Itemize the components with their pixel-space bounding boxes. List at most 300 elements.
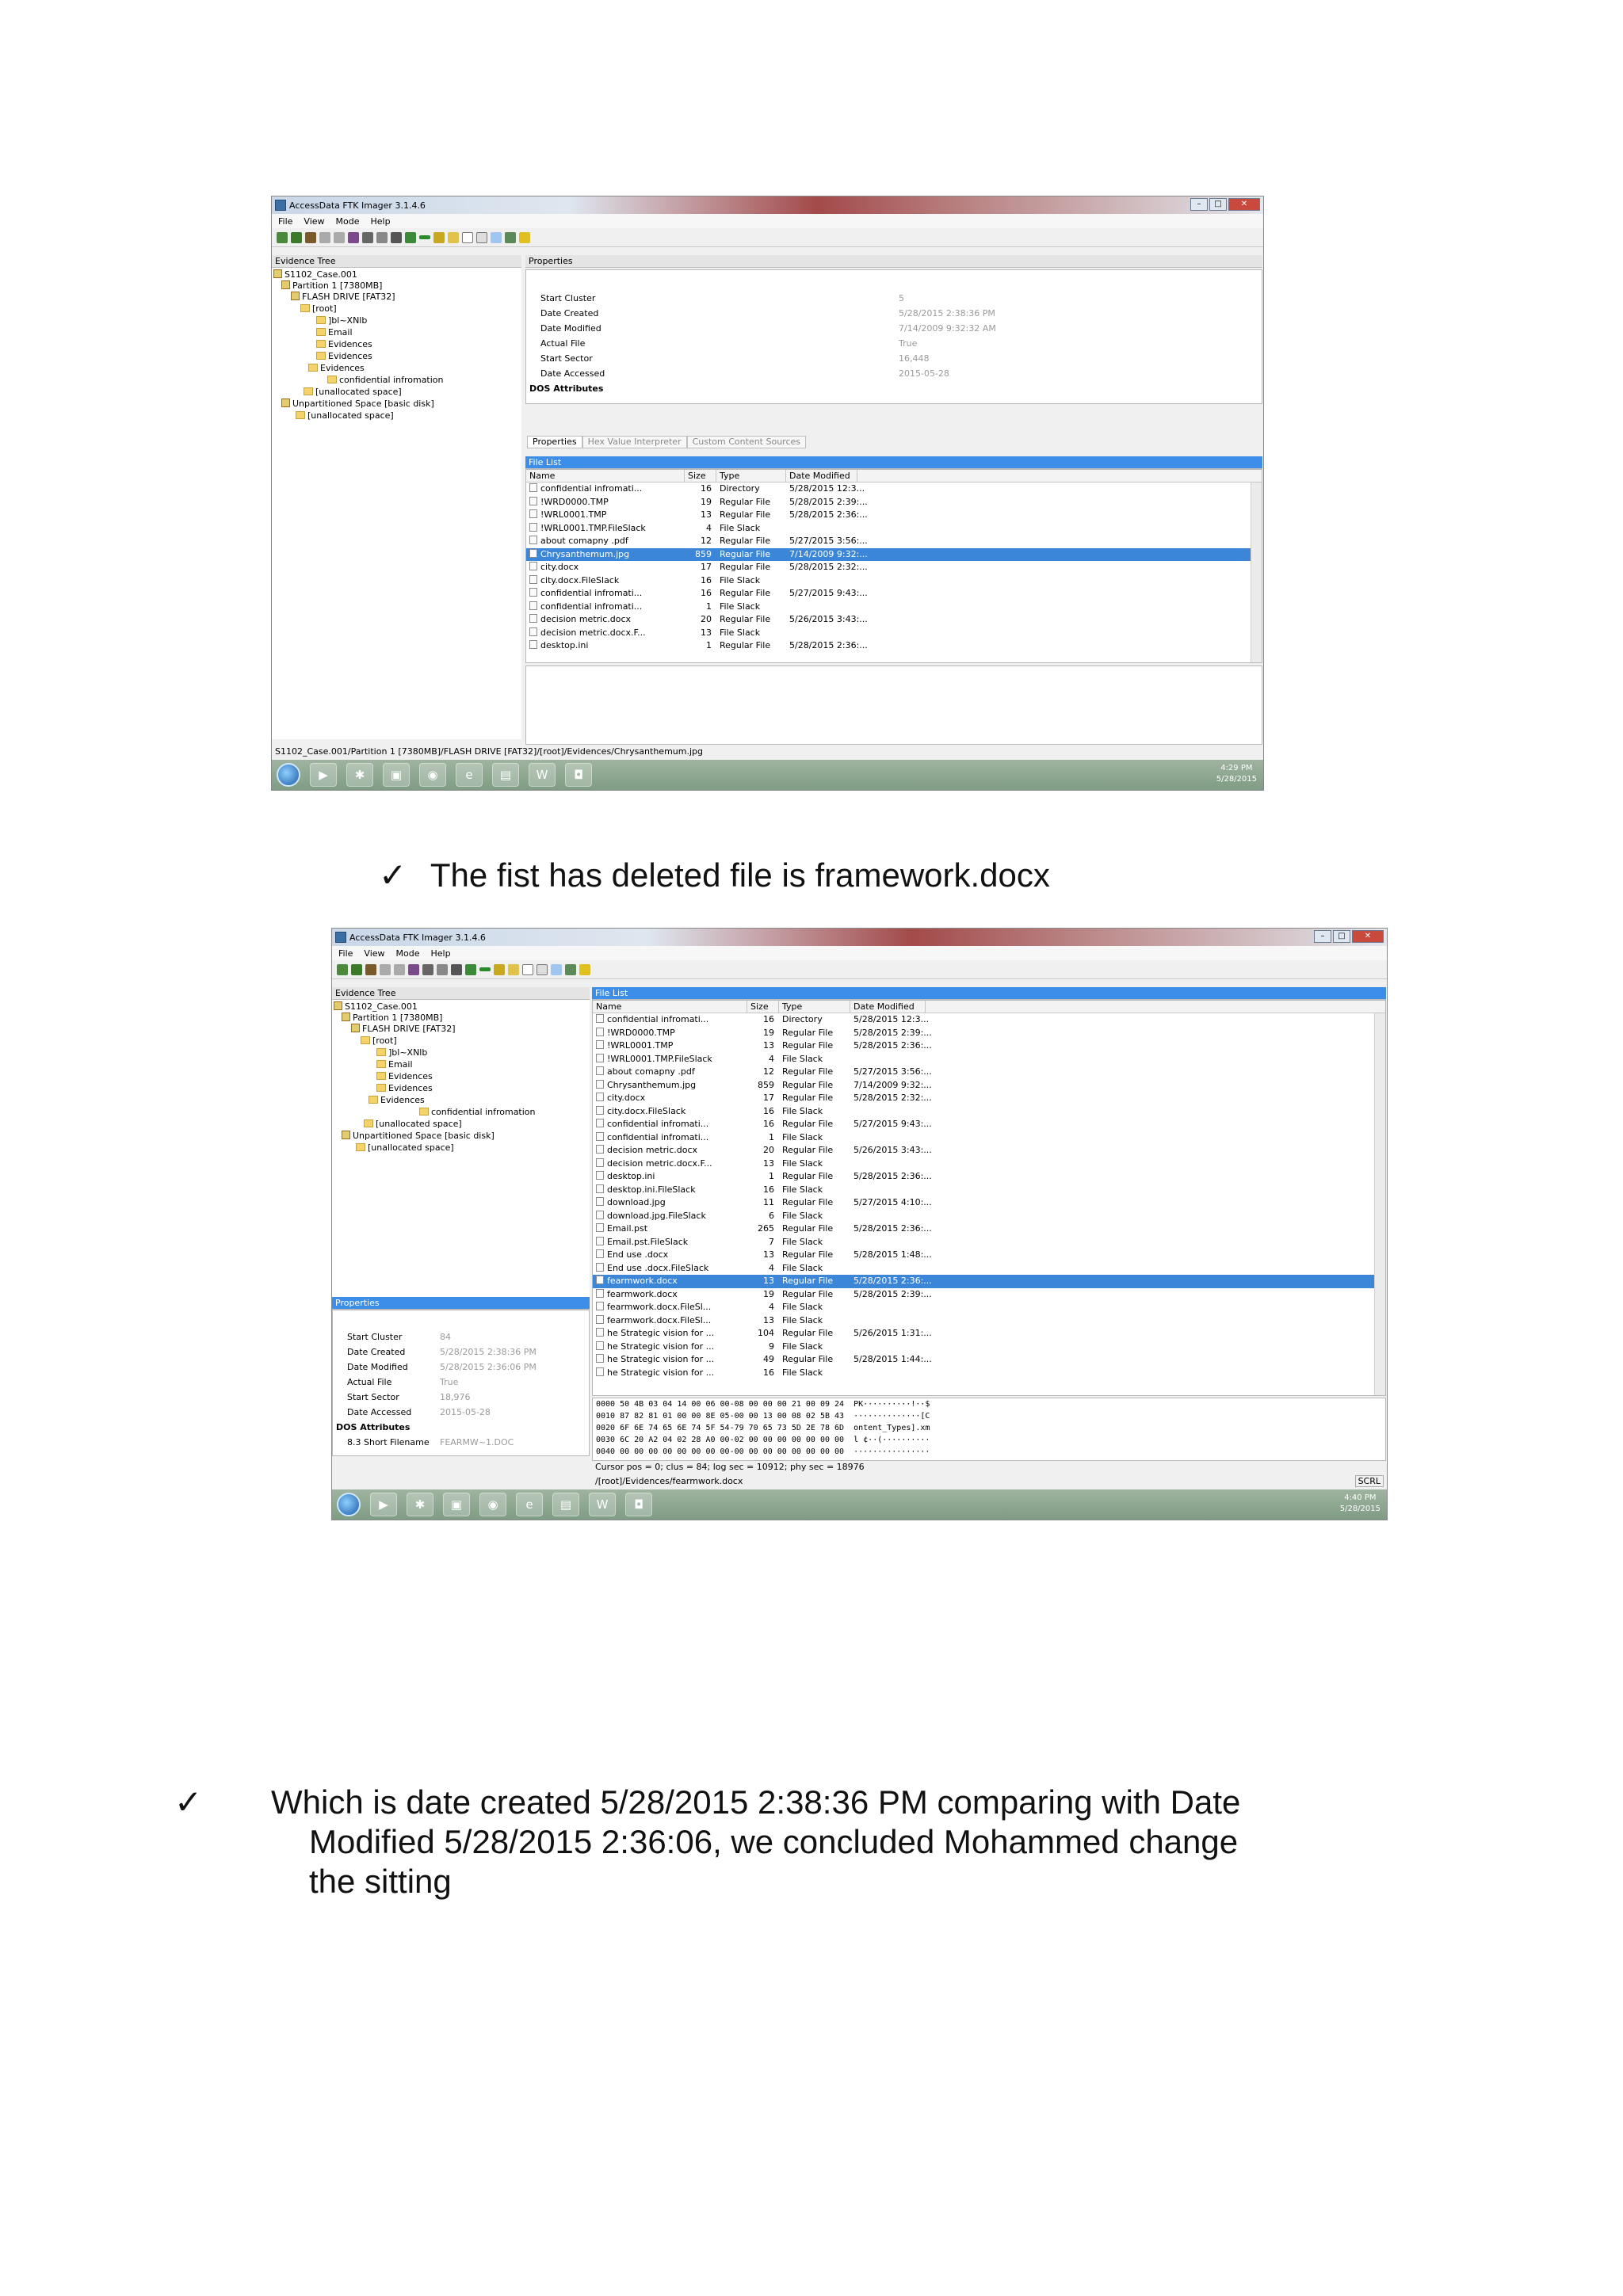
- file-list-row[interactable]: [593, 1027, 1385, 1040]
- file-icon: [596, 1171, 604, 1180]
- file-list-row[interactable]: [526, 509, 1262, 522]
- file-name-cell: confidential infromati...: [593, 1118, 747, 1131]
- menu-bar: [272, 214, 1263, 228]
- file-size-cell: 16: [763, 1119, 774, 1129]
- column-date-modified[interactable]: Date Modified: [786, 470, 857, 482]
- file-list-header: File List: [592, 987, 1386, 1000]
- properties-tabs: [527, 436, 806, 448]
- file-date-cell: 5/28/2015 2:39:...: [854, 1027, 932, 1038]
- file-list-row[interactable]: [526, 482, 1262, 496]
- page-icon[interactable]: [462, 232, 473, 243]
- file-list-row[interactable]: [593, 1327, 1385, 1341]
- property-row: Start Sector 18,976: [347, 1392, 471, 1402]
- file-list-row[interactable]: [526, 561, 1262, 574]
- internet-explorer-icon[interactable]: e: [516, 1493, 543, 1516]
- verify-icon[interactable]: [433, 232, 445, 243]
- file-type-cell: Regular File: [720, 562, 771, 572]
- file-name-cell: Email.pst: [593, 1222, 747, 1236]
- tree-node[interactable]: Partition 1 [7380MB]: [342, 1013, 442, 1024]
- file-size-cell: 11: [763, 1197, 774, 1207]
- file-icon: [596, 1276, 604, 1284]
- file-list: [525, 469, 1262, 663]
- tab-custom-content-sources[interactable]: Custom Content Sources: [687, 436, 806, 448]
- file-list-row[interactable]: [593, 1170, 1385, 1184]
- tree-node[interactable]: [root]: [361, 1035, 397, 1047]
- verify-icon[interactable]: [494, 964, 505, 975]
- export-icon[interactable]: [362, 232, 373, 243]
- file-size-cell: 13: [701, 627, 712, 638]
- caption-1-text: The fist has deleted file is framework.docx: [430, 856, 1050, 894]
- file-date-cell: 5/28/2015 12:3...: [789, 483, 865, 494]
- file-name-cell: fearmwork.docx: [593, 1275, 747, 1288]
- file-explorer-icon[interactable]: ▤: [492, 763, 519, 787]
- menu-mode[interactable]: Mode: [395, 948, 420, 959]
- tree-node[interactable]: S1102_Case.001: [334, 1001, 418, 1013]
- remove-evidence-icon[interactable]: [319, 232, 330, 243]
- system-clock[interactable]: 4:29 PM 5/28/2015: [1216, 764, 1257, 784]
- menu-file[interactable]: File: [338, 948, 353, 959]
- library-icon[interactable]: ▣: [443, 1493, 470, 1516]
- taskbar: [332, 1489, 1387, 1520]
- remove-evidence-icon[interactable]: [380, 964, 391, 975]
- file-icon: [596, 1328, 604, 1337]
- help-icon[interactable]: [519, 232, 530, 243]
- file-list-row[interactable]: [526, 548, 1262, 562]
- file-icon: [596, 1237, 604, 1245]
- disk-icon[interactable]: [451, 964, 462, 975]
- caption-2-line-1: Which is date created 5/28/2015 2:38:36 PM comparing with Date: [271, 1783, 1241, 1821]
- tree-node[interactable]: [unallocated space]: [304, 387, 402, 398]
- file-type-cell: Regular File: [782, 1223, 834, 1234]
- green-bar-icon[interactable]: [419, 235, 430, 239]
- window-controls: [1314, 930, 1384, 943]
- hash-icon[interactable]: [465, 964, 476, 975]
- file-list-header: File List: [525, 456, 1262, 469]
- toolbar: [332, 960, 1387, 979]
- file-icon: [596, 1106, 604, 1115]
- file-icon: [596, 1315, 604, 1324]
- image-mounting-icon[interactable]: [305, 232, 316, 243]
- file-icon: [529, 562, 537, 570]
- file-icon: [596, 1040, 604, 1049]
- file-icon: [596, 1263, 604, 1272]
- green-bar-icon[interactable]: [479, 967, 491, 971]
- tab-hex-value-interpreter[interactable]: Hex Value Interpreter: [582, 436, 687, 448]
- network-tool-icon[interactable]: ✱: [407, 1493, 433, 1516]
- file-list-row[interactable]: [593, 1367, 1385, 1380]
- file-size-cell: 13: [701, 509, 712, 520]
- help-icon[interactable]: [579, 964, 590, 975]
- file-explorer-icon[interactable]: ▤: [552, 1493, 579, 1516]
- file-list-row[interactable]: [593, 1262, 1385, 1276]
- file-list-row[interactable]: [593, 1210, 1385, 1223]
- image-mounting-icon[interactable]: [365, 964, 376, 975]
- file-size-cell: 17: [763, 1093, 774, 1103]
- column-size[interactable]: Size: [747, 1001, 779, 1013]
- file-date-cell: 5/28/2015 2:36:...: [789, 640, 868, 650]
- file-type-cell: Regular File: [782, 1093, 834, 1103]
- file-name-cell: decision metric.docx.F...: [526, 627, 685, 640]
- add-evidence-icon[interactable]: [337, 964, 348, 975]
- property-row: Actual File True: [540, 338, 918, 349]
- property-row: Date Created 5/28/2015 2:38:36 PM: [347, 1347, 537, 1357]
- file-icon: [529, 536, 537, 544]
- file-size-cell: 4: [706, 522, 712, 533]
- page-icon[interactable]: [522, 964, 533, 975]
- file-type-cell: Regular File: [782, 1079, 834, 1090]
- file-list-row[interactable]: [593, 1144, 1385, 1158]
- file-name-cell: confidential infromati...: [526, 601, 685, 614]
- file-list-columns: [526, 470, 1262, 482]
- file-list-row[interactable]: [593, 1039, 1385, 1053]
- column-date-modified[interactable]: Date Modified: [850, 1001, 926, 1013]
- file-type-cell: Regular File: [782, 1027, 834, 1038]
- file-type-cell: File Slack: [782, 1053, 823, 1064]
- file-list-row[interactable]: [593, 1105, 1385, 1119]
- evidence-tree-header: Evidence Tree: [332, 987, 590, 1000]
- file-date-cell: 5/28/2015 12:3...: [854, 1014, 930, 1024]
- property-row: Actual File True: [347, 1377, 459, 1387]
- start-button[interactable]: [337, 1493, 361, 1516]
- media-player-icon[interactable]: ▶: [310, 763, 337, 787]
- file-date-cell: [850, 1184, 926, 1197]
- file-icon: [596, 1028, 604, 1036]
- tree-node[interactable]: Evidences: [308, 363, 365, 374]
- tree-node[interactable]: confidential infromation: [327, 375, 444, 386]
- file-list-row[interactable]: [526, 535, 1262, 548]
- text-view-icon[interactable]: [537, 964, 548, 975]
- file-list-row[interactable]: [526, 574, 1262, 588]
- file-list-row[interactable]: [593, 1131, 1385, 1145]
- file-size-cell: 16: [763, 1184, 774, 1195]
- menu-help[interactable]: Help: [370, 215, 391, 227]
- minimize-button[interactable]: –: [1314, 930, 1331, 943]
- tree-node[interactable]: [unallocated space]: [296, 410, 394, 421]
- maximize-button[interactable]: □: [1333, 930, 1350, 943]
- file-size-cell: 16: [763, 1014, 774, 1024]
- file-size-cell: 12: [763, 1066, 774, 1077]
- file-type-cell: File Slack: [782, 1184, 823, 1195]
- add-all-icon[interactable]: [291, 232, 302, 243]
- disk-icon[interactable]: [391, 232, 402, 243]
- file-list-row[interactable]: [593, 1249, 1385, 1262]
- file-name-cell: he Strategic vision for ...: [593, 1327, 747, 1341]
- tree-node[interactable]: Unpartitioned Space [basic disk]: [342, 1131, 495, 1142]
- text-view-icon[interactable]: [476, 232, 487, 243]
- menu-view[interactable]: View: [304, 215, 325, 227]
- file-type-cell: Regular File: [782, 1288, 834, 1299]
- properties-sort-icons: [333, 1310, 589, 1329]
- status-path: /[root]/Evidences/fearmwork.docx: [595, 1476, 743, 1486]
- file-list-rows: [526, 482, 1262, 653]
- file-list-row[interactable]: [593, 1341, 1385, 1354]
- file-icon: [596, 1080, 604, 1089]
- tree-node[interactable]: Evidences: [369, 1095, 425, 1106]
- file-icon: [529, 509, 537, 518]
- file-icon: [596, 1211, 604, 1219]
- file-type-cell: Regular File: [782, 1197, 834, 1207]
- file-type-cell: Regular File: [782, 1066, 834, 1077]
- file-type-cell: Regular File: [782, 1171, 834, 1181]
- word-icon[interactable]: W: [529, 763, 556, 787]
- file-name-cell: End use .docx: [593, 1249, 747, 1262]
- hash-icon[interactable]: [405, 232, 416, 243]
- file-size-cell: 4: [769, 1053, 774, 1064]
- tree-node[interactable]: [unallocated space]: [364, 1119, 462, 1130]
- file-date-cell: 5/28/2015 2:32:...: [789, 562, 868, 572]
- menu-help[interactable]: Help: [430, 948, 451, 959]
- file-name-cell: confidential infromati...: [593, 1131, 747, 1145]
- file-list-row[interactable]: [526, 613, 1262, 627]
- caption-2-line-3: the sitting: [309, 1863, 452, 1900]
- tree-icon[interactable]: [565, 964, 576, 975]
- save-icon[interactable]: [376, 232, 388, 243]
- file-list-row[interactable]: [593, 1236, 1385, 1249]
- property-row: Start Sector 16,448: [540, 353, 930, 364]
- export-icon[interactable]: [422, 964, 433, 975]
- property-row: Date Modified 5/28/2015 2:36:06 PM: [347, 1362, 537, 1372]
- hex-view-icon[interactable]: [491, 232, 502, 243]
- start-button[interactable]: [277, 763, 300, 787]
- file-size-cell: 16: [701, 588, 712, 598]
- tree-node[interactable]: ]bl~XNlb: [316, 315, 367, 326]
- tree-node[interactable]: ]bl~XNlb: [376, 1047, 427, 1058]
- tree-node[interactable]: Evidences: [316, 339, 372, 350]
- file-type-cell: Regular File: [782, 1328, 834, 1338]
- file-list-row[interactable]: [526, 496, 1262, 509]
- hex-viewer: [592, 1398, 1386, 1461]
- property-section[interactable]: DOS Attributes: [336, 1422, 411, 1432]
- file-name-cell: he Strategic vision for ...: [593, 1353, 747, 1367]
- file-date-cell: [850, 1158, 926, 1171]
- file-list-row[interactable]: [593, 1066, 1385, 1079]
- menu-bar: [332, 946, 1387, 960]
- window-titlebar: [272, 196, 1263, 214]
- tree-icon[interactable]: [505, 232, 516, 243]
- viewer-pane: [525, 666, 1262, 745]
- file-icon: [596, 1367, 604, 1376]
- file-date-cell: 5/28/2015 1:48:...: [854, 1249, 932, 1260]
- chrome-icon[interactable]: ◉: [419, 763, 446, 787]
- file-date-cell: 5/28/2015 2:36:...: [854, 1171, 932, 1181]
- hex-row: 0020 6F 6E 74 65 6E 74 5F 54-79 70 65 73 5D 2E 78 6D ontent_Types].xm: [596, 1424, 930, 1432]
- file-type-cell: File Slack: [720, 601, 761, 612]
- file-name-cell: !WRD0000.TMP: [526, 496, 685, 509]
- file-type-cell: File Slack: [782, 1105, 823, 1116]
- file-icon: [596, 1014, 604, 1023]
- file-name-cell: Chrysanthemum.jpg: [593, 1079, 747, 1093]
- file-list-row[interactable]: [593, 1158, 1385, 1171]
- tree-node[interactable]: FLASH DRIVE [FAT32]: [291, 292, 395, 303]
- file-list-row[interactable]: [526, 627, 1262, 640]
- file-list-row[interactable]: [593, 1275, 1385, 1288]
- file-date-cell: [850, 1367, 926, 1380]
- file-list-scrollbar[interactable]: [1374, 1013, 1385, 1395]
- column-type[interactable]: Type: [716, 470, 786, 482]
- file-type-cell: Regular File: [782, 1249, 834, 1260]
- system-clock[interactable]: 4:40 PM 5/28/2015: [1339, 1493, 1381, 1513]
- file-list-row[interactable]: [593, 1184, 1385, 1197]
- file-list-row[interactable]: [593, 1118, 1385, 1131]
- file-size-cell: 13: [763, 1040, 774, 1051]
- file-type-cell: File Slack: [782, 1262, 823, 1273]
- tree-node[interactable]: Evidences: [376, 1083, 433, 1094]
- file-list-row[interactable]: [593, 1353, 1385, 1367]
- file-list-row[interactable]: [526, 639, 1262, 653]
- column-type[interactable]: Type: [779, 1001, 850, 1013]
- tree-node[interactable]: confidential infromation: [419, 1107, 536, 1118]
- ftk-imager-taskbar-icon[interactable]: ◘: [625, 1493, 652, 1516]
- file-type-cell: File Slack: [782, 1341, 823, 1352]
- tab-properties[interactable]: Properties: [527, 436, 582, 448]
- file-name-cell: about comapny .pdf: [593, 1066, 747, 1079]
- save-icon[interactable]: [437, 964, 448, 975]
- add-evidence-icon[interactable]: [277, 232, 288, 243]
- chrome-icon[interactable]: ◉: [479, 1493, 506, 1516]
- file-date-cell: [850, 1262, 926, 1276]
- property-row: 8.3 Short Filename FEARMW~1.DOC: [347, 1437, 514, 1447]
- ftk-imager-taskbar-icon[interactable]: ◘: [565, 763, 592, 787]
- file-icon: [529, 588, 537, 597]
- file-icon: [596, 1054, 604, 1062]
- file-icon: [596, 1132, 604, 1141]
- remove-all-icon[interactable]: [334, 232, 345, 243]
- tree-node[interactable]: [unallocated space]: [356, 1142, 454, 1154]
- remove-all-icon[interactable]: [394, 964, 405, 975]
- column-size[interactable]: Size: [685, 470, 716, 482]
- property-row: Start Cluster 5: [540, 293, 904, 303]
- file-date-cell: [850, 1105, 926, 1119]
- file-date-cell: 7/14/2009 9:32:...: [854, 1079, 932, 1090]
- word-icon[interactable]: W: [589, 1493, 616, 1516]
- tree-node[interactable]: S1102_Case.001: [273, 269, 357, 280]
- file-date-cell: 7/14/2009 9:32:...: [789, 548, 868, 559]
- file-size-cell: 104: [758, 1328, 774, 1338]
- create-image-icon[interactable]: [348, 232, 359, 243]
- file-list-row[interactable]: [593, 1288, 1385, 1302]
- file-date-cell: 5/27/2015 3:56:...: [789, 536, 868, 546]
- column-name[interactable]: Name: [593, 1001, 747, 1013]
- menu-file[interactable]: File: [278, 215, 293, 227]
- file-list-row[interactable]: [593, 1079, 1385, 1093]
- window-titlebar: [332, 929, 1387, 946]
- tree-node[interactable]: Email: [316, 327, 353, 338]
- file-list-row[interactable]: [593, 1314, 1385, 1328]
- media-player-icon[interactable]: ▶: [370, 1493, 397, 1516]
- file-icon: [596, 1249, 604, 1258]
- tree-node[interactable]: FLASH DRIVE [FAT32]: [351, 1024, 456, 1035]
- file-list-row[interactable]: [526, 601, 1262, 614]
- tree-node[interactable]: Evidences: [376, 1071, 433, 1082]
- evidence-tree: [272, 268, 521, 739]
- maximize-button[interactable]: □: [1209, 198, 1227, 211]
- file-date-cell: 5/28/2015 2:36:...: [854, 1276, 932, 1286]
- tree-node[interactable]: Evidences: [316, 351, 372, 362]
- add-all-icon[interactable]: [351, 964, 362, 975]
- file-type-cell: Regular File: [720, 548, 771, 559]
- file-type-cell: Regular File: [782, 1040, 834, 1051]
- file-type-cell: File Slack: [782, 1158, 823, 1169]
- internet-explorer-icon[interactable]: e: [456, 763, 483, 787]
- file-size-cell: 16: [701, 483, 712, 494]
- file-icon: [596, 1197, 604, 1206]
- file-date-cell: [786, 627, 857, 640]
- file-list-scrollbar[interactable]: [1251, 482, 1262, 662]
- toolbar: [272, 228, 1263, 247]
- file-list-row[interactable]: [593, 1092, 1385, 1105]
- menu-mode[interactable]: Mode: [335, 215, 360, 227]
- file-date-cell: 5/28/2015 1:44:...: [854, 1354, 932, 1364]
- file-type-cell: File Slack: [782, 1236, 823, 1247]
- close-button[interactable]: ✕: [1352, 930, 1384, 943]
- tree-node[interactable]: Unpartitioned Space [basic disk]: [281, 399, 434, 410]
- file-icon: [529, 549, 537, 558]
- file-name-cell: End use .docx.FileSlack: [593, 1262, 747, 1276]
- file-type-cell: Regular File: [720, 509, 771, 520]
- cursor-status: Cursor pos = 0; clus = 84; log sec = 10912; phy sec = 18976: [592, 1461, 1387, 1474]
- file-date-cell: 5/27/2015 9:43:...: [854, 1119, 932, 1129]
- file-size-cell: 13: [763, 1158, 774, 1169]
- file-size-cell: 20: [763, 1145, 774, 1155]
- checkmark-icon: ✓: [174, 1783, 203, 1821]
- file-icon: [596, 1145, 604, 1154]
- properties-header: Properties: [525, 255, 1262, 268]
- window-title: AccessData FTK Imager 3.1.4.6: [289, 200, 426, 211]
- hex-row: 0010 87 82 81 01 00 00 8E 05-00 00 13 00 08 02 5B 43 ··············[C: [596, 1412, 930, 1421]
- file-list-row[interactable]: [593, 1222, 1385, 1236]
- file-type-cell: File Slack: [720, 522, 761, 533]
- file-list-row[interactable]: [593, 1196, 1385, 1210]
- file-icon: [529, 523, 537, 532]
- network-tool-icon[interactable]: ✱: [346, 763, 373, 787]
- file-date-cell: [786, 522, 857, 536]
- evidence-tree-header: Evidence Tree: [272, 255, 521, 268]
- property-section[interactable]: DOS Attributes: [529, 383, 604, 394]
- file-size-cell: 13: [763, 1314, 774, 1325]
- column-name[interactable]: Name: [526, 470, 685, 482]
- hex-view-icon[interactable]: [551, 964, 562, 975]
- file-list-row[interactable]: [593, 1301, 1385, 1314]
- search-icon[interactable]: [448, 232, 459, 243]
- file-size-cell: 1: [706, 601, 712, 612]
- file-type-cell: Directory: [720, 483, 760, 494]
- file-list-row[interactable]: [593, 1053, 1385, 1066]
- file-icon: [596, 1302, 604, 1310]
- caption-1: [379, 856, 1050, 895]
- file-name-cell: !WRD0000.TMP: [593, 1027, 747, 1040]
- file-name-cell: !WRL0001.TMP.FileSlack: [526, 522, 685, 536]
- tree-node[interactable]: Partition 1 [7380MB]: [281, 280, 382, 292]
- close-button[interactable]: ✕: [1228, 198, 1260, 211]
- file-type-cell: Directory: [782, 1014, 823, 1024]
- file-icon: [596, 1093, 604, 1101]
- minimize-button[interactable]: –: [1190, 198, 1208, 211]
- create-image-icon[interactable]: [408, 964, 419, 975]
- library-icon[interactable]: ▣: [383, 763, 410, 787]
- file-date-cell: 5/27/2015 4:10:...: [854, 1197, 932, 1207]
- tree-node[interactable]: Email: [376, 1059, 413, 1070]
- file-list-row[interactable]: [593, 1013, 1385, 1027]
- file-type-cell: File Slack: [782, 1131, 823, 1142]
- file-type-cell: File Slack: [782, 1302, 823, 1312]
- file-list-row[interactable]: [526, 587, 1262, 601]
- search-icon[interactable]: [508, 964, 519, 975]
- menu-view[interactable]: View: [364, 948, 385, 959]
- file-list-row[interactable]: [526, 522, 1262, 536]
- ftk-app-icon: [275, 200, 286, 211]
- window-controls: [1190, 198, 1260, 211]
- tree-node[interactable]: [root]: [300, 303, 337, 315]
